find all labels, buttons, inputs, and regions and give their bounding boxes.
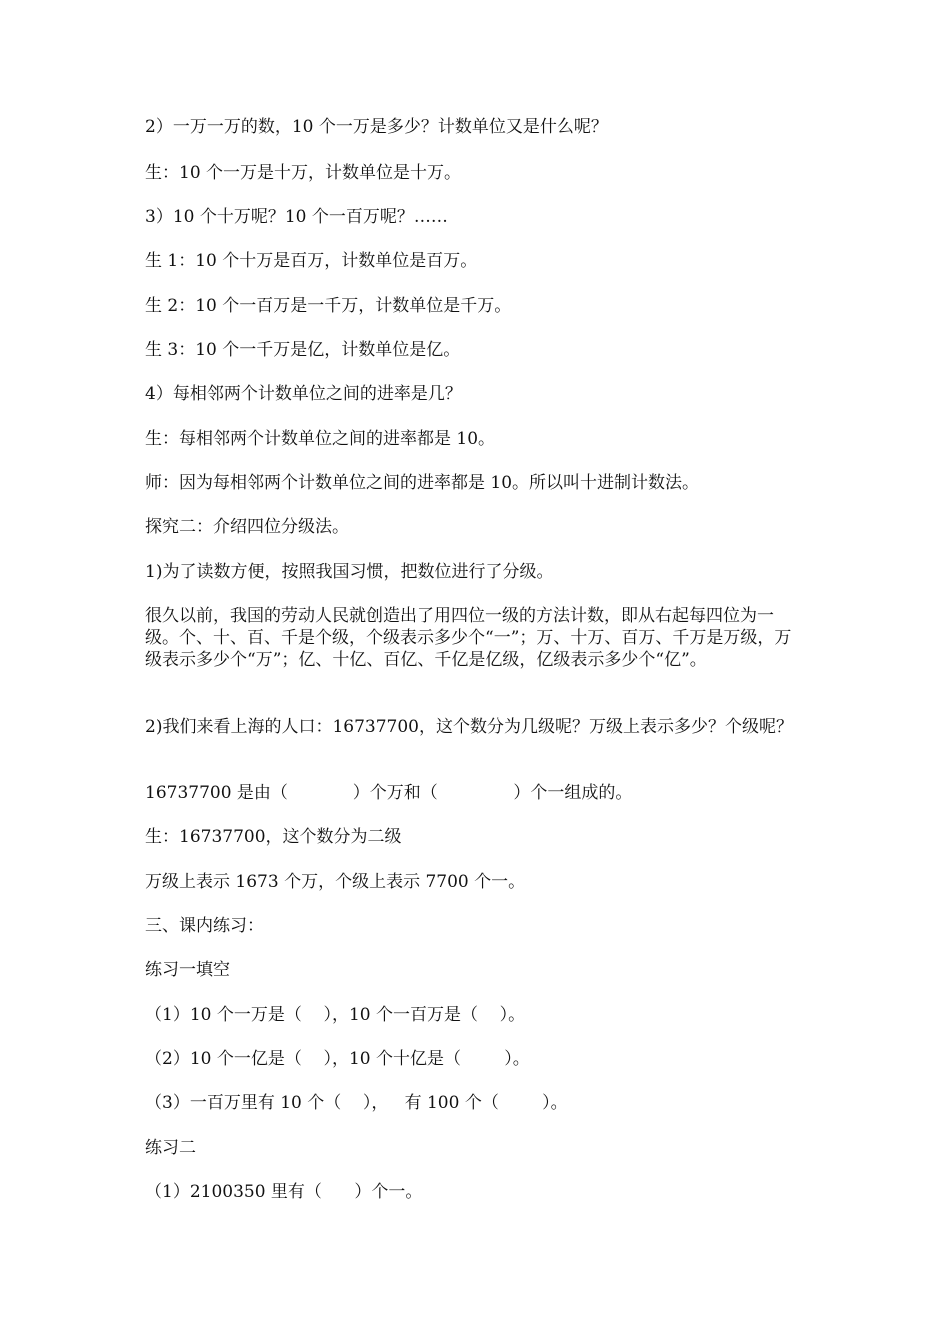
answer-two-levels: 生：16737700，这个数分为二级 <box>145 827 402 847</box>
exercise-one-title: 练习一填空 <box>145 960 230 980</box>
population-composition-blank: 16737700 是由（ ）个万和（ ）个一组成的。 <box>145 783 633 803</box>
answer-student-1: 生 1：10 个十万是百万，计数单位是百万。 <box>145 251 478 271</box>
shanghai-population-question: 2)我们来看上海的人口：16737700，这个数分为几级呢？万级上表示多少？个级呢？ <box>145 717 793 737</box>
exercise-one-item-2: （2）10 个一亿是（ ），10 个十亿是（ ）。 <box>145 1049 530 1069</box>
exercise-two-item-1: （1）2100350 里有（ ）个一。 <box>145 1182 423 1202</box>
exercise-two-title: 练习二 <box>145 1138 196 1158</box>
answer-adjacent-ratio: 生：每相邻两个计数单位之间的进率都是 10。 <box>145 429 496 449</box>
question-adjacent-ratio: 4）每相邻两个计数单位之间的进率是几？ <box>145 384 462 404</box>
question-ten-hundred-thousands: 3）10 个十万呢？10 个一百万呢？…… <box>145 207 448 227</box>
answer-student-2: 生 2：10 个一百万是一千万，计数单位是千万。 <box>145 296 512 316</box>
four-digit-grading-paragraph: 很久以前，我国的劳动人民就创造出了用四位一级的方法计数，即从右起每四位为一级。个、十、百、千是个级，个级表示多少个“一”；万、十万、百万、千万是万级，万级表示多少个“万”；亿、十亿、百亿、千亿是亿级，亿级表示多少个“亿”。 <box>145 606 792 670</box>
teacher-decimal-system: 师：因为每相邻两个计数单位之间的进率都是 10。所以叫十进制计数法。 <box>145 473 700 493</box>
section-class-practice: 三、课内练习： <box>145 916 264 936</box>
question-ten-thousand-units: 2）一万一万的数，10 个一万是多少？计数单位又是什么呢？ <box>145 117 608 137</box>
exercise-one-item-3: （3）一百万里有 10 个（ ）， 有 100 个（ ）。 <box>145 1093 568 1113</box>
section-explore-two: 探究二：介绍四位分级法。 <box>145 517 349 537</box>
exercise-one-item-1: （1）10 个一万是（ ），10 个一百万是（ ）。 <box>145 1005 526 1025</box>
answer-hundred-thousand: 生：10 个一万是十万，计数单位是十万。 <box>145 163 462 183</box>
answer-student-3: 生 3：10 个一千万是亿，计数单位是亿。 <box>145 340 461 360</box>
grading-intro: 1)为了读数方便，按照我国习惯，把数位进行了分级。 <box>145 562 554 582</box>
answer-level-values: 万级上表示 1673 个万，个级上表示 7700 个一。 <box>145 872 526 892</box>
